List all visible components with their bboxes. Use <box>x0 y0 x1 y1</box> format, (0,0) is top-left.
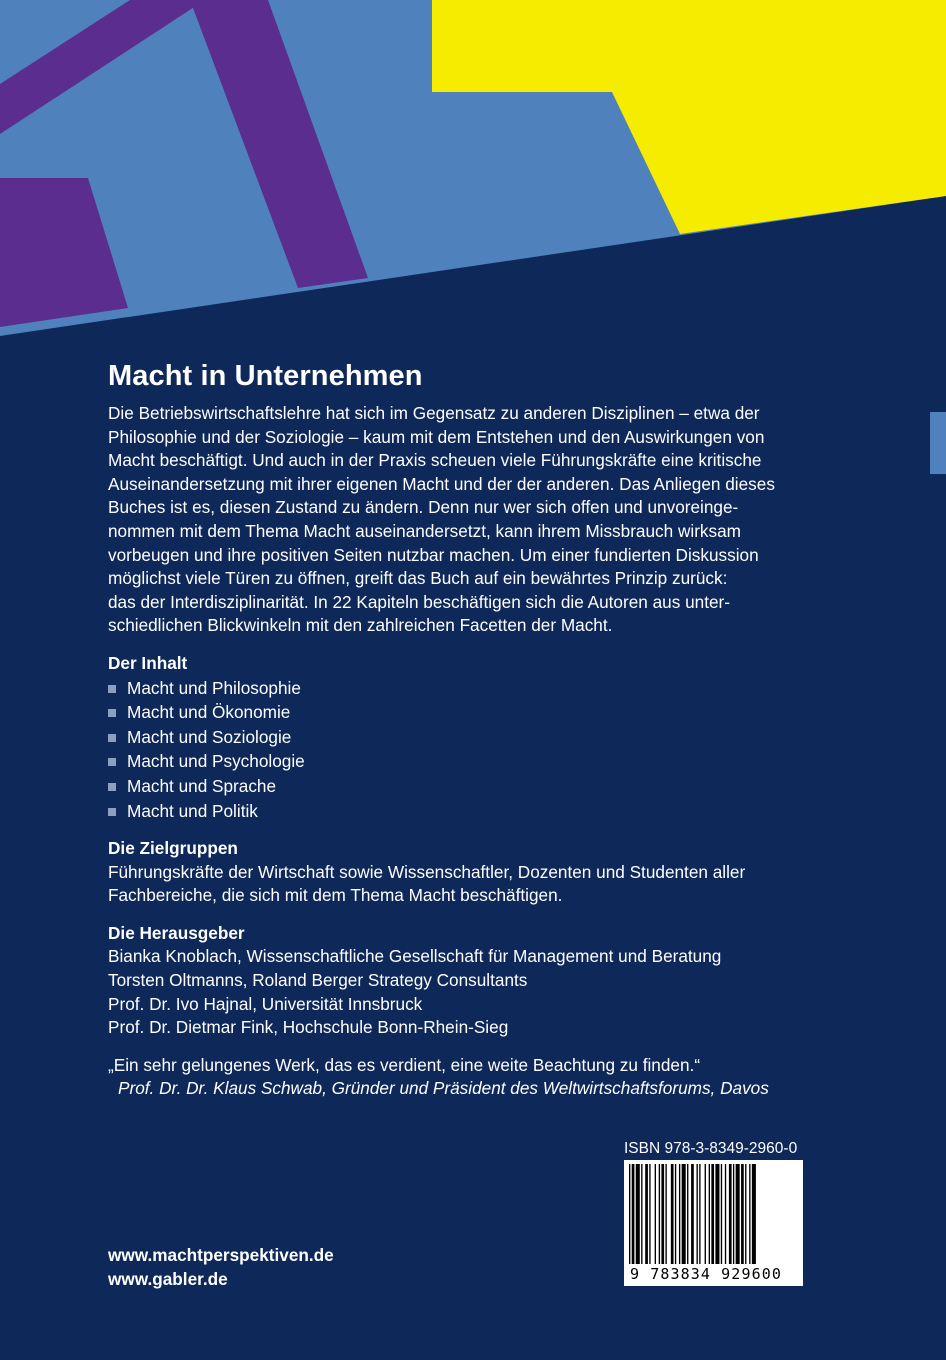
barcode-bar <box>675 1164 676 1264</box>
barcode-bar <box>725 1164 726 1264</box>
editor-line: Torsten Oltmanns, Roland Berger Strategy Consultants <box>108 970 528 991</box>
website-link-macht[interactable]: www.machtperspektiven.de <box>108 1245 334 1265</box>
editor-line: Prof. Dr. Dietmar Fink, Hochschule Bonn-Rhein-Sieg <box>108 1017 509 1038</box>
barcode-bar <box>752 1164 756 1264</box>
list-item-label: Macht und Ökonomie <box>127 702 291 723</box>
barcode-bar <box>745 1164 746 1264</box>
barcode-bar <box>645 1164 648 1264</box>
list-item <box>108 725 848 750</box>
intro-line: vorbeugen und ihre positiven Seiten nutzbar machen. Um einer fundierten Diskussion <box>108 544 759 565</box>
editor-line: Bianka Knoblach, Wissenschaftliche Gesellschaft für Management und Beratung <box>108 946 722 967</box>
barcode-bar <box>741 1164 744 1264</box>
list-item <box>108 774 848 799</box>
list-item-label: Macht und Philosophie <box>127 677 301 698</box>
intro-line: Macht beschäftigt. Und auch in der Praxis scheuen viele Führungskräfte eine kritische <box>108 450 762 471</box>
contents-heading: Der Inhalt <box>108 652 188 673</box>
square-bullet-icon <box>108 709 116 717</box>
barcode-bar <box>661 1164 664 1264</box>
barcode-bar <box>641 1164 642 1264</box>
square-bullet-icon <box>108 758 116 766</box>
barcode-bar <box>636 1164 640 1264</box>
book-title: Macht in Unternehmen <box>108 360 423 392</box>
barcode-bar <box>691 1164 694 1264</box>
barcode-bar <box>679 1164 680 1264</box>
edge-tab <box>930 412 946 474</box>
barcode-bar <box>697 1164 698 1264</box>
websites <box>108 1244 334 1291</box>
barcode-bar <box>632 1164 635 1264</box>
intro-line: Die Betriebswirtschaftslehre hat sich im Gegensatz zu anderen Disziplinen – etwa der <box>108 403 760 423</box>
audience-line: Fachbereiche, die sich mit dem Thema Macht beschäftigen. <box>108 885 563 906</box>
editors-section <box>108 922 848 1040</box>
contents-section <box>108 652 848 823</box>
intro-line: Philosophie und der Soziologie – kaum mit dem Entstehen und den Auswirkungen von <box>108 426 765 447</box>
barcode-bar <box>705 1164 706 1264</box>
barcode-bar <box>715 1164 719 1264</box>
isbn-label: ISBN 978-3-8349-2960-0 <box>624 1140 798 1157</box>
square-bullet-icon <box>108 783 116 791</box>
list-item-label: Macht und Sprache <box>127 775 277 796</box>
testimonial-quote <box>108 1054 848 1101</box>
barcode <box>624 1160 803 1286</box>
barcode-bar <box>671 1164 674 1264</box>
list-item-label: Macht und Soziologie <box>127 726 292 747</box>
barcode-bar <box>749 1164 750 1264</box>
audience-text <box>108 861 848 908</box>
barcode-bar <box>711 1164 714 1264</box>
quote-text: „Ein sehr gelungenes Werk, das es verdient, eine weite Beachtung zu finden.“ <box>108 1054 701 1075</box>
editors-heading: Die Herausgeber <box>108 922 245 943</box>
barcode-bar <box>733 1164 734 1264</box>
barcode-bar <box>699 1164 700 1264</box>
barcode-bar <box>709 1164 710 1264</box>
barcode-bar <box>729 1164 732 1264</box>
list-item <box>108 700 848 725</box>
intro-line: möglichst viele Türen zu öffnen, greift das Buch auf ein bewährtes Prinzip zurück: <box>108 568 728 589</box>
barcode-bar <box>687 1164 688 1264</box>
barcode-bar <box>649 1164 650 1264</box>
barcode-bar <box>665 1164 666 1264</box>
square-bullet-icon <box>108 685 116 693</box>
audience-line: Führungskräfte der Wirtschaft sowie Wissenschaftler, Dozenten und Studenten aller <box>108 861 746 882</box>
barcode-bar <box>659 1164 660 1264</box>
intro-line: nommen mit dem Thema Macht auseinandersetzt, kann ihrem Missbrauch wirksam <box>108 520 741 541</box>
quote-author: Prof. Dr. Dr. Klaus Schwab, Gründer und Präsident des Weltwirtschaftsforums, Davos <box>118 1078 769 1099</box>
contents-list <box>108 676 848 824</box>
audience-heading: Die Zielgruppen <box>108 838 238 859</box>
intro-paragraph <box>108 402 848 638</box>
intro-line: Auseinandersetzung mit ihrer eigenen Macht und der der anderen. Das Anliegen dieses <box>108 473 775 494</box>
square-bullet-icon <box>108 808 116 816</box>
website-link-gabler[interactable]: www.gabler.de <box>108 1268 228 1289</box>
list-item-label: Macht und Politik <box>127 800 258 821</box>
barcode-bar <box>736 1164 740 1264</box>
intro-line: das der Interdisziplinarität. In 22 Kapiteln beschäftigen sich die Autoren aus unter- <box>108 591 730 612</box>
barcode-bar <box>682 1164 686 1264</box>
editor-line: Prof. Dr. Ivo Hajnal, Universität Innsbruck <box>108 993 423 1014</box>
square-bullet-icon <box>108 734 116 742</box>
list-item-label: Macht und Psychologie <box>127 751 305 772</box>
intro-line: schiedlichen Blickwinkeln mit den zahlreichen Facetten der Macht. <box>108 615 613 636</box>
back-cover-text <box>108 358 848 1101</box>
barcode-digits: 9 783834 929600 <box>630 1265 782 1283</box>
list-item <box>108 749 848 774</box>
barcode-bars <box>629 1164 798 1264</box>
audience-section <box>108 837 848 908</box>
intro-line: Buches ist es, diesen Zustand zu ändern. Denn nur wer sich offen und unvoreinge- <box>108 497 739 518</box>
barcode-bar <box>721 1164 722 1264</box>
list-item <box>108 799 848 824</box>
barcode-bar <box>655 1164 656 1264</box>
list-item <box>108 676 848 701</box>
barcode-bar <box>629 1164 630 1264</box>
